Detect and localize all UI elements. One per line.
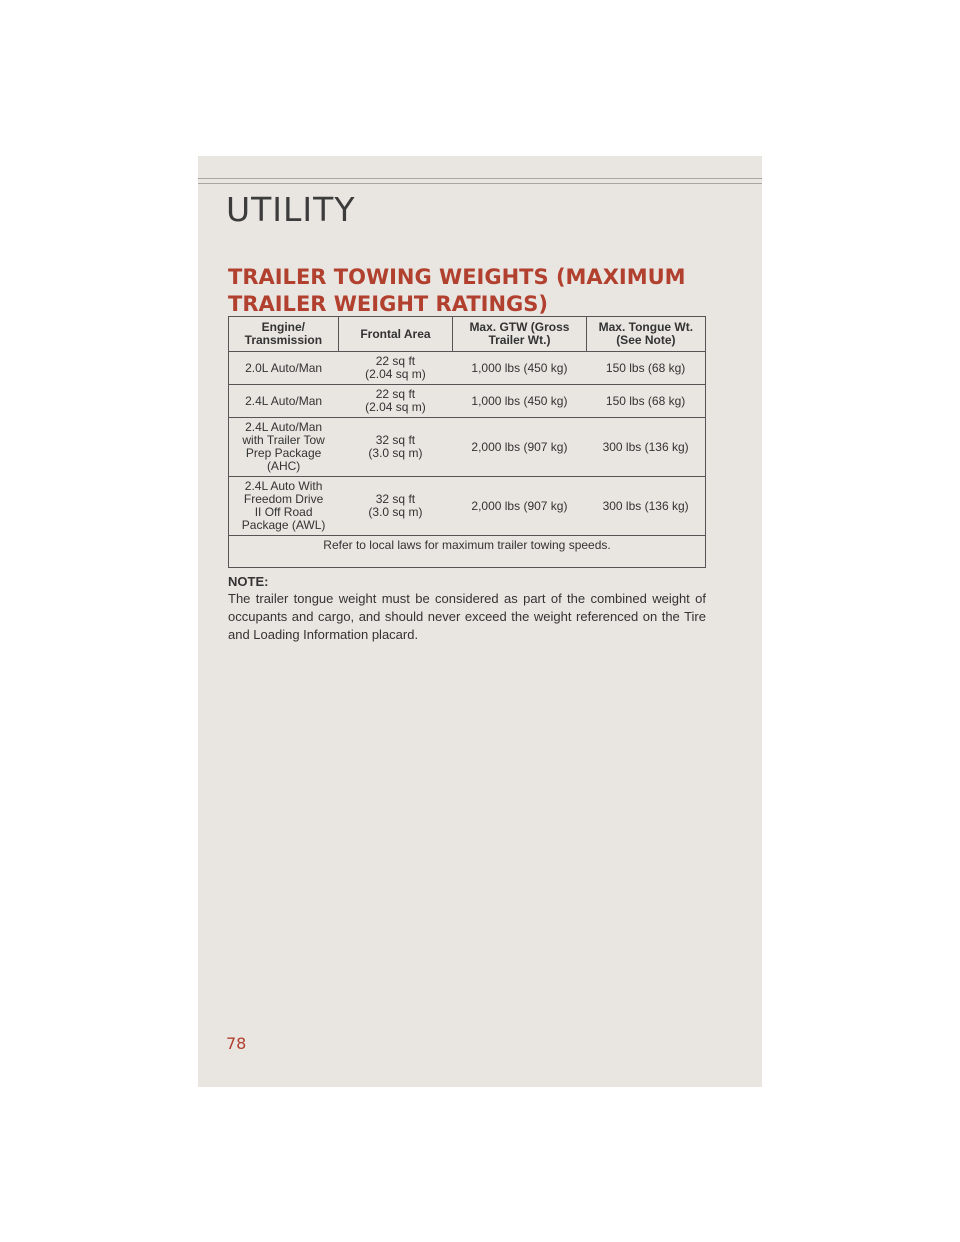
cell-engine: 2.4L Auto/Man <box>229 385 339 418</box>
cell-tongue-weight: 150 lbs (68 kg) <box>586 352 705 385</box>
table-row <box>229 477 706 536</box>
table-header-row <box>229 317 706 352</box>
table-row <box>229 418 706 477</box>
cell-gtw: 2,000 lbs (907 kg) <box>453 477 587 536</box>
towing-weights-table <box>228 316 706 568</box>
cell-frontal-area: 32 sq ft (3.0 sq m) <box>338 477 452 536</box>
header-rule <box>198 178 762 179</box>
note-label: NOTE: <box>228 574 269 589</box>
cell-tongue-weight: 300 lbs (136 kg) <box>586 418 705 477</box>
cell-tongue-weight: 300 lbs (136 kg) <box>586 477 705 536</box>
cell-engine: 2.4L Auto With Freedom Drive II Off Road Package (AWL) <box>229 477 339 536</box>
table-row <box>229 385 706 418</box>
cell-tongue-weight: 150 lbs (68 kg) <box>586 385 705 418</box>
table-footnote-row <box>229 536 706 568</box>
cell-engine: 2.4L Auto/Man with Trailer Tow Prep Package (AHC) <box>229 418 339 477</box>
page-number: 78 <box>226 1034 247 1053</box>
cell-frontal-area: 22 sq ft (2.04 sq m) <box>338 352 452 385</box>
note-text: The trailer tongue weight must be considered as part of the combined weight of occupants and cargo, and should never exceed the weight referenced on the Tire and Loading Information placard. <box>228 591 706 642</box>
header-rule-secondary <box>198 183 762 184</box>
cell-gtw: 1,000 lbs (450 kg) <box>453 385 587 418</box>
header-frontal-area: Frontal Area <box>338 317 452 352</box>
header-engine-transmission: Engine/ Transmission <box>229 317 339 352</box>
manual-page <box>198 156 762 1087</box>
cell-gtw: 1,000 lbs (450 kg) <box>453 352 587 385</box>
cell-gtw: 2,000 lbs (907 kg) <box>453 418 587 477</box>
cell-engine: 2.0L Auto/Man <box>229 352 339 385</box>
table-footnote: Refer to local laws for maximum trailer towing speeds. <box>229 536 706 568</box>
header-max-gtw: Max. GTW (Gross Trailer Wt.) <box>453 317 587 352</box>
section-title: UTILITY <box>226 190 356 229</box>
cell-frontal-area: 32 sq ft (3.0 sq m) <box>338 418 452 477</box>
table-row <box>229 352 706 385</box>
page-heading: TRAILER TOWING WEIGHTS (MAXIMUM TRAILER WEIGHT RATINGS) <box>228 265 686 316</box>
header-max-tongue-weight: Max. Tongue Wt. (See Note) <box>586 317 705 352</box>
cell-frontal-area: 22 sq ft (2.04 sq m) <box>338 385 452 418</box>
